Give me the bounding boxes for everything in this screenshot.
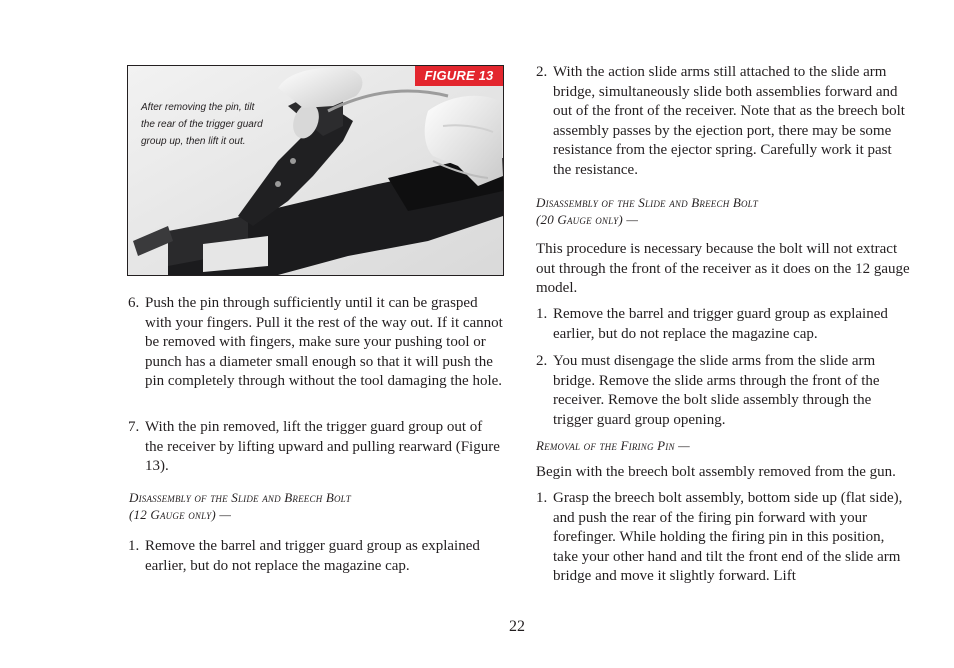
- figure-caption: After removing the pin, tilt the rear of the trigger guard group up, then lift it out.: [141, 102, 263, 147]
- page-number: 22: [509, 618, 525, 635]
- section-heading-12-gauge: [129, 489, 505, 523]
- trigger-guard-photo-illustration: [128, 66, 503, 275]
- step-7: [128, 418, 504, 477]
- step-1-firing-pin: [536, 489, 912, 587]
- step-text: You must disengage the slide arms from the slide arm bridge. Remove the slide arms through the front of the receiver. Remove the bolt slide assembly through the trigger guard group opening.: [553, 353, 880, 428]
- section-heading-20-gauge: [536, 194, 914, 228]
- intro-paragraph-20-gauge: This procedure is necessary because the bolt will not extract out through the front of the receiver as it does on the 12 gauge model.: [536, 241, 910, 296]
- step-number: 6.: [128, 295, 140, 311]
- step-text: Grasp the breech bolt assembly, bottom side up (flat side), and push the rear of the firing pin forward with your forefinger. While holding the firing pin in this position, take your other hand and tilt the front end of the slide arm bridge and move it slightly forward. Lift: [553, 490, 903, 584]
- step-number: 1.: [536, 490, 548, 506]
- step-text: With the action slide arms still attached to the slide arm bridge, simultaneously slide both assemblies forward and out of the front of the receiver. Note that as the breech bolt assembly passes by the ejection port, there may be some resistance from the ejector spring. Carefully work it past the resistance.: [553, 64, 905, 178]
- step-6: [128, 294, 504, 392]
- step-number: 7.: [128, 419, 140, 435]
- step-number: 2.: [536, 353, 548, 369]
- step-text: Remove the barrel and trigger guard group as explained earlier, but do not replace the magazine cap.: [145, 538, 480, 574]
- section-heading-firing-pin: [536, 437, 914, 454]
- figure-label: FIGURE 13: [415, 66, 503, 86]
- heading-line: Disassembly of the Slide and Breech Bolt: [129, 490, 351, 505]
- heading-line: Disassembly of the Slide and Breech Bolt: [536, 195, 758, 210]
- step-text: Push the pin through sufficiently until it can be grasped with your fingers. Pull it the rest of the way out. If it cannot be removed with fingers, make sure your pushing tool or punch has a diameter small enough so that it will push the pin completely through without the tool damaging the hole.: [145, 295, 503, 389]
- step-text: Remove the barrel and trigger guard group as explained earlier, but do not replace the magazine cap.: [553, 306, 888, 342]
- intro-paragraph-firing-pin: Begin with the breech bolt assembly removed from the gun.: [536, 464, 896, 480]
- step-2-20-gauge: [536, 352, 912, 430]
- step-number: 1.: [128, 538, 140, 554]
- heading-line: (12 Gauge only) —: [129, 507, 232, 522]
- step-number: 2.: [536, 64, 548, 80]
- heading-line: (20 Gauge only) —: [536, 212, 639, 227]
- step-2-12-gauge: [536, 63, 912, 180]
- step-1-12-gauge: [128, 537, 504, 576]
- step-1-20-gauge: [536, 305, 912, 344]
- heading-line: Removal of the Firing Pin —: [536, 438, 690, 453]
- step-text: With the pin removed, lift the trigger guard group out of the receiver by lifting upward and pulling rearward (Figure 13).: [145, 419, 500, 474]
- step-number: 1.: [536, 306, 548, 322]
- figure-13-photo: [127, 65, 504, 276]
